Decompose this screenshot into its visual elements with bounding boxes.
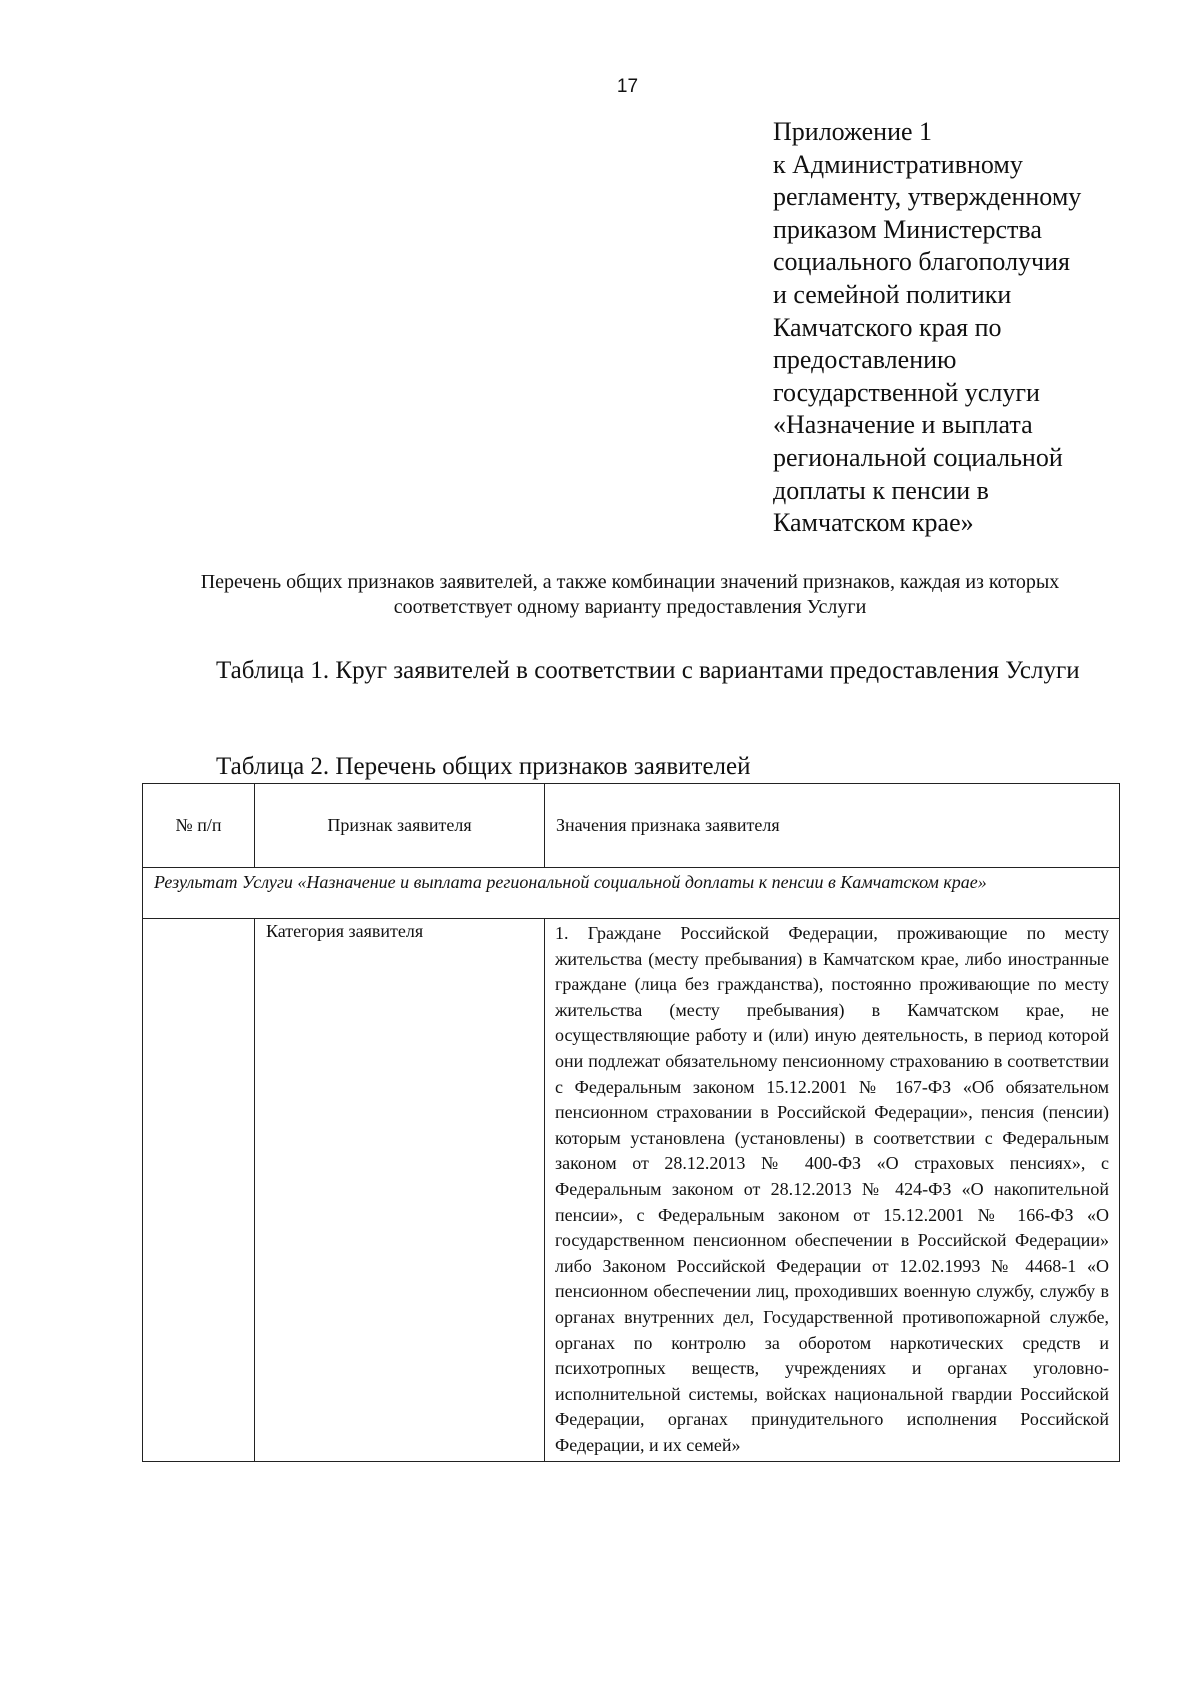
header-sign: Признак заявителя xyxy=(255,784,545,868)
appendix-line: социального благополучия xyxy=(773,247,1071,277)
appendix-line: региональной социальной xyxy=(773,442,1063,472)
appendix-line: «Назначение и выплата xyxy=(773,410,1033,440)
appendix-line: Приложение 1 xyxy=(773,117,933,146)
result-row xyxy=(143,868,1120,919)
page-number: 17 xyxy=(616,76,639,97)
appendix-line: Камчатском крае» xyxy=(773,508,974,538)
table-row xyxy=(143,919,1120,1462)
header-values: Значения признака заявителя xyxy=(545,784,1120,868)
appendix-line: Камчатского края по xyxy=(773,312,1002,342)
appendix-line: и семейной политики xyxy=(773,279,1012,309)
appendix-line: доплаты к пенсии в xyxy=(773,475,989,505)
table-header-row xyxy=(143,784,1120,868)
row-sign: Категория заявителя xyxy=(255,919,545,1462)
row-value: 1. Граждане Российской Федерации, проживающие по месту жительства (месту пребывания) в Камчатском крае, либо иностранные граждане (лица без гражданства), постоянно проживающие по месту жительства (месту пребывания) в Камчатском крае, не осуществляющие работу и (или) иную деятельность, в период которой они подлежат обязательному пенсионному страхованию в соответствии с Федеральным законом 15.12.2001 № 167-ФЗ «Об обязательном пенсионном страховании в Российской Федерации», пенсия (пенсии) которым установлена (установлены) в соответствии с Федеральным законом от 28.12.2013 № 400-ФЗ «О страховых пенсиях», с Федеральным законом от 28.12.2013 № 424-ФЗ «О накопительной пенсии», с Федеральным законом от 15.12.2001 № 166-ФЗ «О государственном пенсионном обеспечении в Российской Федерации» либо Законом Российской Федерации от 12.02.1993 № 4468-1 «О пенсионном обеспечении лиц, проходивших военную службу, службу в органах внутренних дел, Государственной противопожарной службе, органах по контролю за оборотом наркотических средств и психотропных веществ, учреждениях и органах уголовно-исполнительной системы, войсках национальной гвардии Российской Федерации, органах принудительного исполнения Российской Федерации, и их семей» xyxy=(545,919,1120,1462)
table1-title: Таблица 1. Круг заявителей в соответствии с вариантами предоставления Услуги xyxy=(216,657,1080,684)
appendix-block xyxy=(773,116,1173,540)
table2-title: Таблица 2. Перечень общих признаков заявителей xyxy=(216,753,751,780)
appendix-line: предоставлению xyxy=(773,345,957,375)
appendix-line: регламенту, утвержденному xyxy=(773,182,1082,212)
appendix-line: к Административному xyxy=(773,149,1023,179)
applicant-signs-table xyxy=(142,783,1120,1462)
header-number: № п/п xyxy=(143,784,255,868)
appendix-line: приказом Министерства xyxy=(773,214,1042,244)
result-caption: Результат Услуги «Назначение и выплата региональной социальной доплаты к пенсии в Камчатском крае» xyxy=(143,868,1120,919)
list-title: Перечень общих признаков заявителей, а также комбинации значений признаков, каждая из которых соответствует одному варианту предоставления Услуги xyxy=(200,571,1060,618)
row-number xyxy=(143,919,255,1462)
appendix-line: государственной услуги xyxy=(773,377,1040,407)
